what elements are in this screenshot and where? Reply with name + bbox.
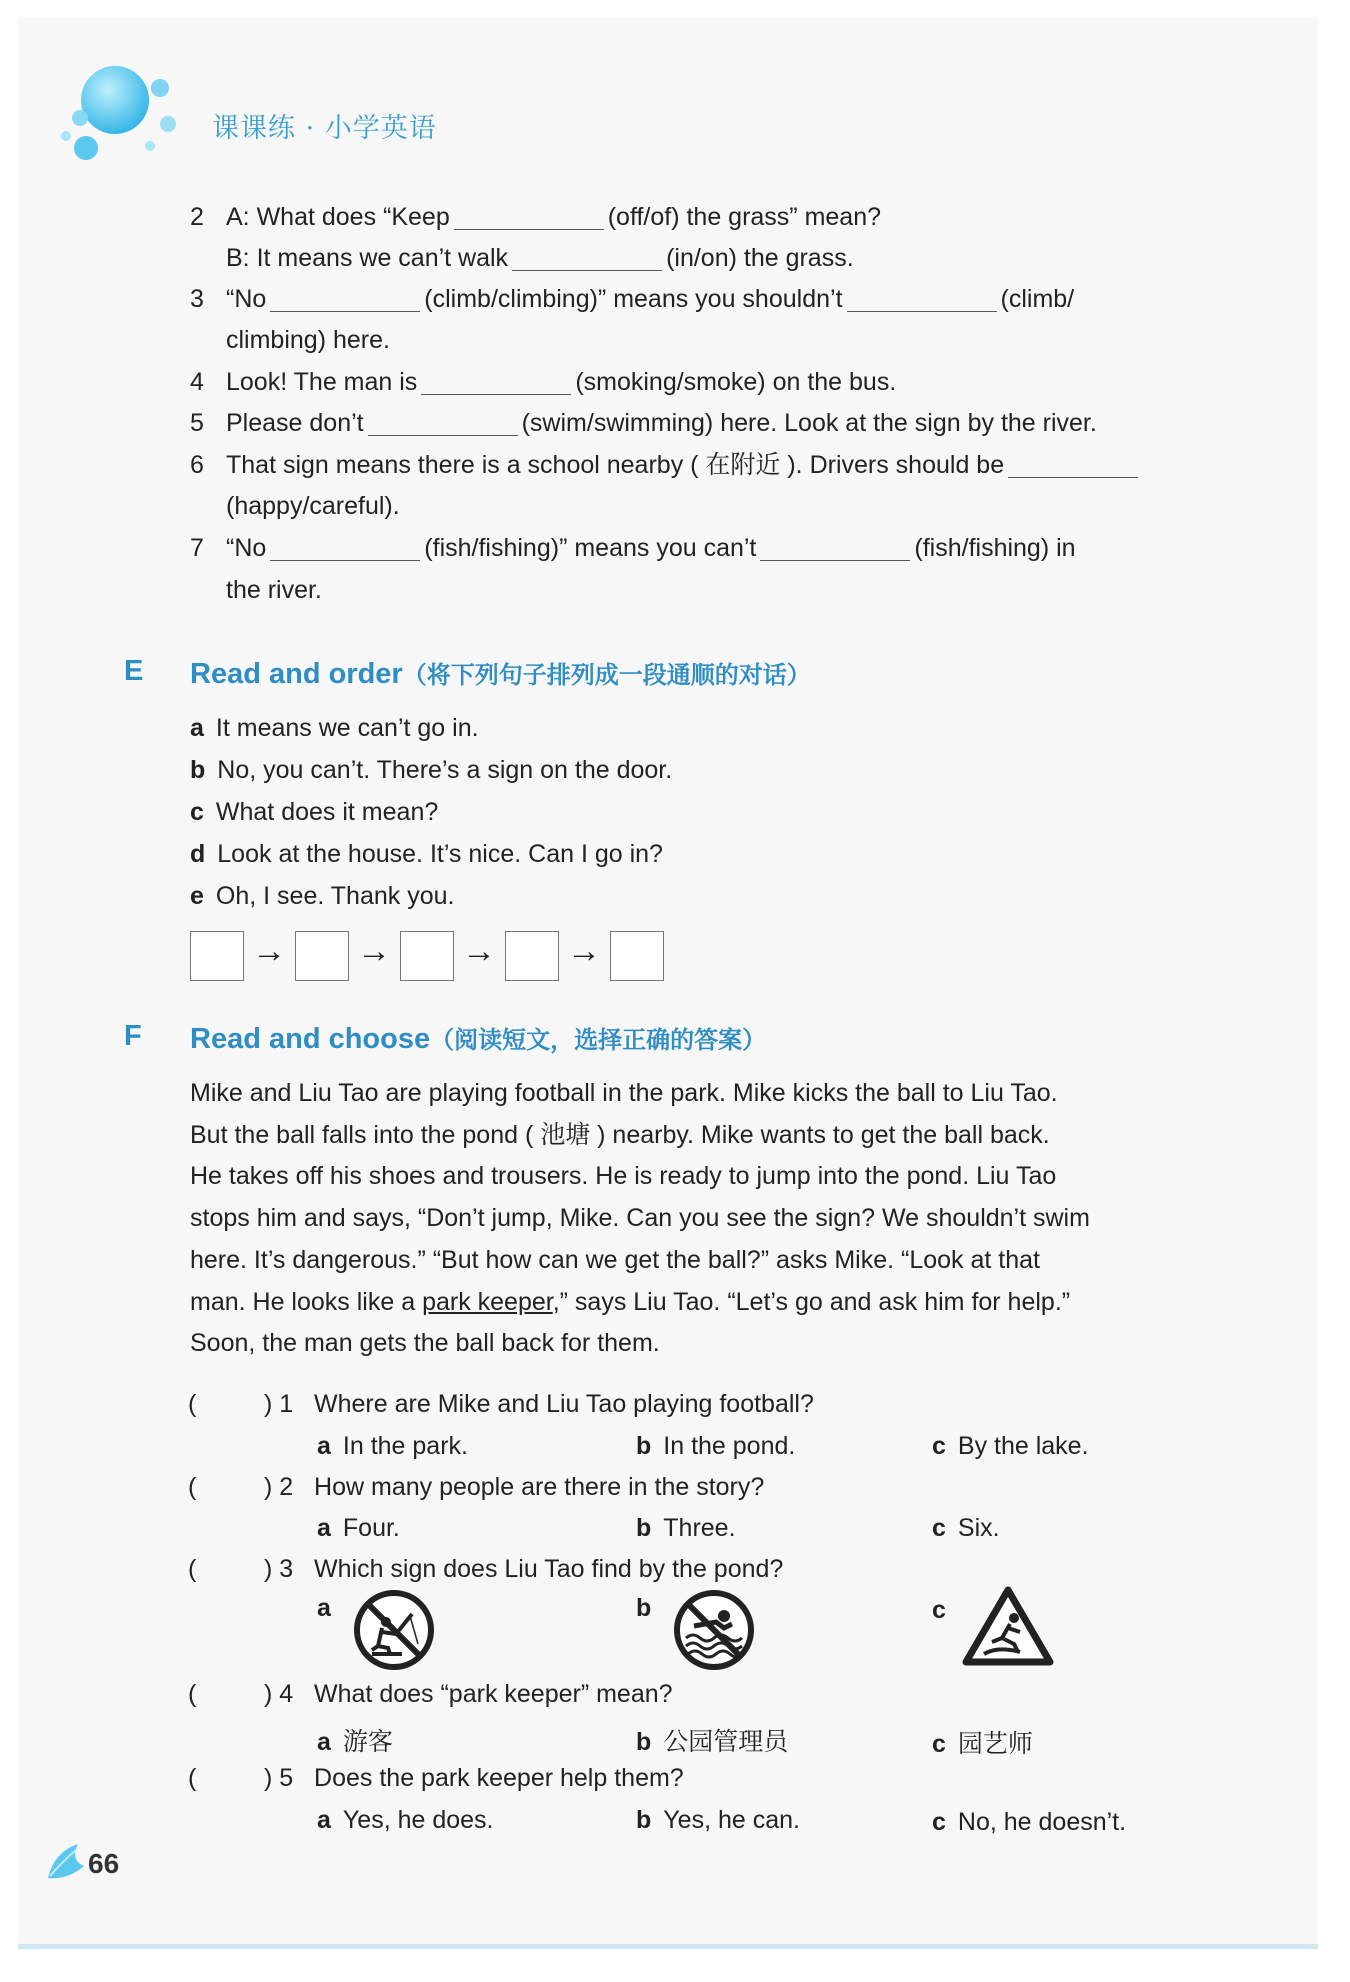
choice-letter: c (932, 1432, 946, 1460)
item-text: climbing) here. (226, 326, 390, 354)
leaf-icon (44, 1838, 88, 1882)
item-text: Please don’t (226, 409, 364, 437)
choice-letter: c (932, 1514, 946, 1542)
choice-letter: c (932, 1596, 946, 1624)
option (190, 839, 663, 869)
option-text: No, you can’t. There’s a sign on the door. (217, 756, 673, 784)
header-title: 课课练 · 小学英语 (212, 113, 437, 144)
section-title-zh: （阅读短文，选择正确的答案） (430, 1027, 767, 1054)
choice-text: By the lake. (957, 1432, 1089, 1460)
section-title (190, 655, 811, 691)
item-number: 2 (190, 203, 204, 231)
passage-line: But the ball falls into the pond ( 池塘 ) nearby. Mike wants to get the ball back. (190, 1120, 1050, 1149)
no-swimming-sign-icon (672, 1588, 756, 1672)
list-item (226, 367, 896, 397)
choice-b (636, 1432, 795, 1461)
answer-blank[interactable] (454, 203, 604, 230)
option (190, 755, 672, 785)
header (60, 58, 460, 168)
choice-letter: c (932, 1808, 946, 1836)
item-text: (happy/careful). (226, 492, 400, 520)
order-box[interactable] (190, 931, 244, 981)
section-letter: F (124, 1020, 142, 1052)
item-text: (fish/fishing)” means you can’t (424, 534, 757, 562)
option (190, 797, 438, 827)
answer-blank[interactable] (368, 409, 518, 436)
choice-a (317, 1432, 468, 1461)
choice-a (317, 1594, 343, 1623)
item-text: “No (226, 285, 267, 313)
question (264, 1680, 673, 1709)
item-text: Look! The man is (226, 368, 418, 396)
passage (190, 1073, 1190, 1365)
choice-b (636, 1594, 663, 1623)
item-text: (climb/ (1000, 285, 1075, 313)
question (264, 1764, 684, 1793)
item-number: 6 (190, 451, 204, 479)
choice-letter: b (636, 1594, 652, 1622)
passage-line: here. It’s dangerous.” “But how can we get the ball?” asks Mike. “Look at that (190, 1245, 1040, 1274)
choice-letter: b (636, 1806, 652, 1834)
arrow: → (357, 932, 391, 970)
option-text: Look at the house. It’s nice. Can I go in? (217, 840, 663, 868)
page-number: 66 (88, 1848, 120, 1879)
section-letter: E (124, 655, 144, 687)
option-text: It means we can’t go in. (215, 714, 479, 742)
question-text: Where are Mike and Liu Tao playing football? (314, 1390, 814, 1418)
answer-paren[interactable]: ( (188, 1680, 197, 1708)
item-text: B: It means we can’t walk (226, 244, 509, 272)
option-letter: b (190, 756, 206, 784)
passage-line: He takes off his shoes and trousers. He is ready to jump into the pond. Liu Tao (190, 1162, 1057, 1191)
choice-text: No, he doesn’t. (957, 1808, 1127, 1836)
choice-text: Three. (663, 1514, 736, 1542)
choice-b (636, 1722, 788, 1758)
underlined-term: park keeper (422, 1287, 553, 1316)
choice-letter: c (932, 1730, 946, 1758)
choice-letter: a (317, 1728, 331, 1756)
item-text: (fish/fishing) in (914, 534, 1076, 562)
option-letter: e (190, 882, 204, 910)
choice-c (932, 1808, 1126, 1837)
choice-letter: b (636, 1514, 652, 1542)
choice-text: Yes, he does. (342, 1806, 494, 1834)
choice-letter: a (317, 1514, 331, 1542)
item-text: That sign means there is a school nearby ( 在附近 ). Drivers should be (226, 451, 1005, 479)
arrow: → (567, 932, 601, 970)
order-box[interactable] (610, 931, 664, 981)
section-title (190, 1020, 766, 1056)
answer-blank[interactable] (270, 285, 420, 312)
choice-a (317, 1722, 393, 1758)
passage-line: Mike and Liu Tao are playing football in the park. Mike kicks the ball to Liu Tao. (190, 1079, 1058, 1107)
passage-line: stops him and says, “Don’t jump, Mike. Can you see the sign? We shouldn’t swim (190, 1204, 1090, 1233)
question (264, 1390, 814, 1419)
item-text: (swim/swimming) here. Look at the sign by the river. (521, 409, 1097, 437)
bubbles-logo-icon (60, 58, 190, 168)
answer-blank[interactable] (847, 285, 997, 312)
choice-c (932, 1432, 1089, 1461)
section-title-en: Read and choose (190, 1023, 431, 1055)
bottom-rule (18, 1944, 1318, 1949)
choice-letter: a (317, 1806, 331, 1834)
choice-letter: b (636, 1728, 652, 1756)
choice-text: 公园管理员 (663, 1728, 789, 1756)
choice-c (932, 1514, 1000, 1543)
option-letter: c (190, 798, 204, 826)
answer-blank[interactable] (1008, 451, 1138, 478)
passage-line: Soon, the man gets the ball back for them. (190, 1329, 660, 1358)
question-number: ) 2 (264, 1473, 294, 1501)
item-text: the river. (226, 576, 322, 604)
choice-text: Yes, he can. (663, 1806, 800, 1834)
question-number: ) 3 (264, 1555, 294, 1583)
choice-b (636, 1514, 736, 1543)
answer-blank[interactable] (270, 534, 420, 561)
choice-b (636, 1806, 800, 1835)
option-letter: d (190, 840, 206, 868)
question (264, 1473, 764, 1502)
passage-line (190, 1282, 1190, 1324)
choice-letter: a (317, 1594, 331, 1622)
item-number: 5 (190, 409, 204, 437)
list-item (226, 450, 1142, 480)
order-box[interactable] (505, 931, 559, 981)
choice-text: Six. (957, 1514, 1000, 1542)
choice-c (932, 1724, 1033, 1760)
answer-paren[interactable]: ( (188, 1555, 197, 1583)
item-number: 7 (190, 534, 204, 562)
answer-paren[interactable]: ( (188, 1473, 197, 1501)
question-number: ) 4 (264, 1680, 294, 1708)
choice-text: In the pond. (663, 1432, 796, 1460)
item-number: 3 (190, 285, 204, 313)
answer-blank[interactable] (760, 534, 910, 561)
option-text: Oh, I see. Thank you. (215, 882, 455, 910)
danger-slip-sign-icon (962, 1584, 1054, 1668)
arrow: → (252, 932, 286, 970)
answer-paren[interactable]: ( (188, 1390, 197, 1418)
choice-text: 游客 (342, 1728, 393, 1756)
choice-text: In the park. (342, 1432, 468, 1460)
option (190, 881, 454, 911)
order-box[interactable] (295, 931, 349, 981)
item-text: (in/on) the grass. (666, 244, 854, 272)
item-text: A: What does “Keep (226, 203, 450, 231)
question-number: ) 5 (264, 1764, 294, 1792)
item-number: 4 (190, 368, 204, 396)
choice-letter: b (636, 1432, 652, 1460)
choice-a (317, 1806, 494, 1835)
choice-text: 园艺师 (957, 1730, 1033, 1758)
order-box[interactable] (400, 931, 454, 981)
choice-a (317, 1514, 400, 1543)
list-item (226, 284, 1074, 314)
question-text: What does “park keeper” mean? (314, 1680, 673, 1708)
option-text: What does it mean? (215, 798, 439, 826)
section-title-zh: （将下列句子排列成一段通顺的对话） (402, 662, 811, 689)
answer-paren[interactable]: ( (188, 1764, 197, 1792)
list-item (226, 408, 1097, 438)
list-item (226, 533, 1076, 563)
question (264, 1555, 783, 1584)
list-item (226, 243, 854, 273)
question-text: How many people are there in the story? (314, 1473, 765, 1501)
choice-c (932, 1596, 958, 1625)
item-text: (off/of) the grass” mean? (607, 203, 882, 231)
question-text: Which sign does Liu Tao find by the pond? (314, 1555, 784, 1583)
passage-text: man. He looks like a (190, 1287, 416, 1316)
option (190, 713, 479, 743)
section-title-en: Read and order (190, 658, 403, 690)
answer-blank[interactable] (421, 368, 571, 395)
choice-text: Four. (342, 1514, 400, 1542)
question-number: ) 1 (264, 1390, 294, 1418)
question-text: Does the park keeper help them? (314, 1764, 684, 1792)
item-text: (climb/climbing)” means you shouldn’t (424, 285, 843, 313)
answer-blank[interactable] (512, 244, 662, 271)
item-text: “No (226, 534, 267, 562)
passage-text: ,” says Liu Tao. “Let’s go and ask him for help.” (552, 1287, 1071, 1316)
choice-letter: a (317, 1432, 331, 1460)
arrow: → (462, 932, 496, 970)
item-text: (smoking/smoke) on the bus. (575, 368, 897, 396)
option-letter: a (190, 714, 204, 742)
no-fishing-sign-icon (352, 1588, 436, 1672)
list-item (226, 202, 881, 232)
